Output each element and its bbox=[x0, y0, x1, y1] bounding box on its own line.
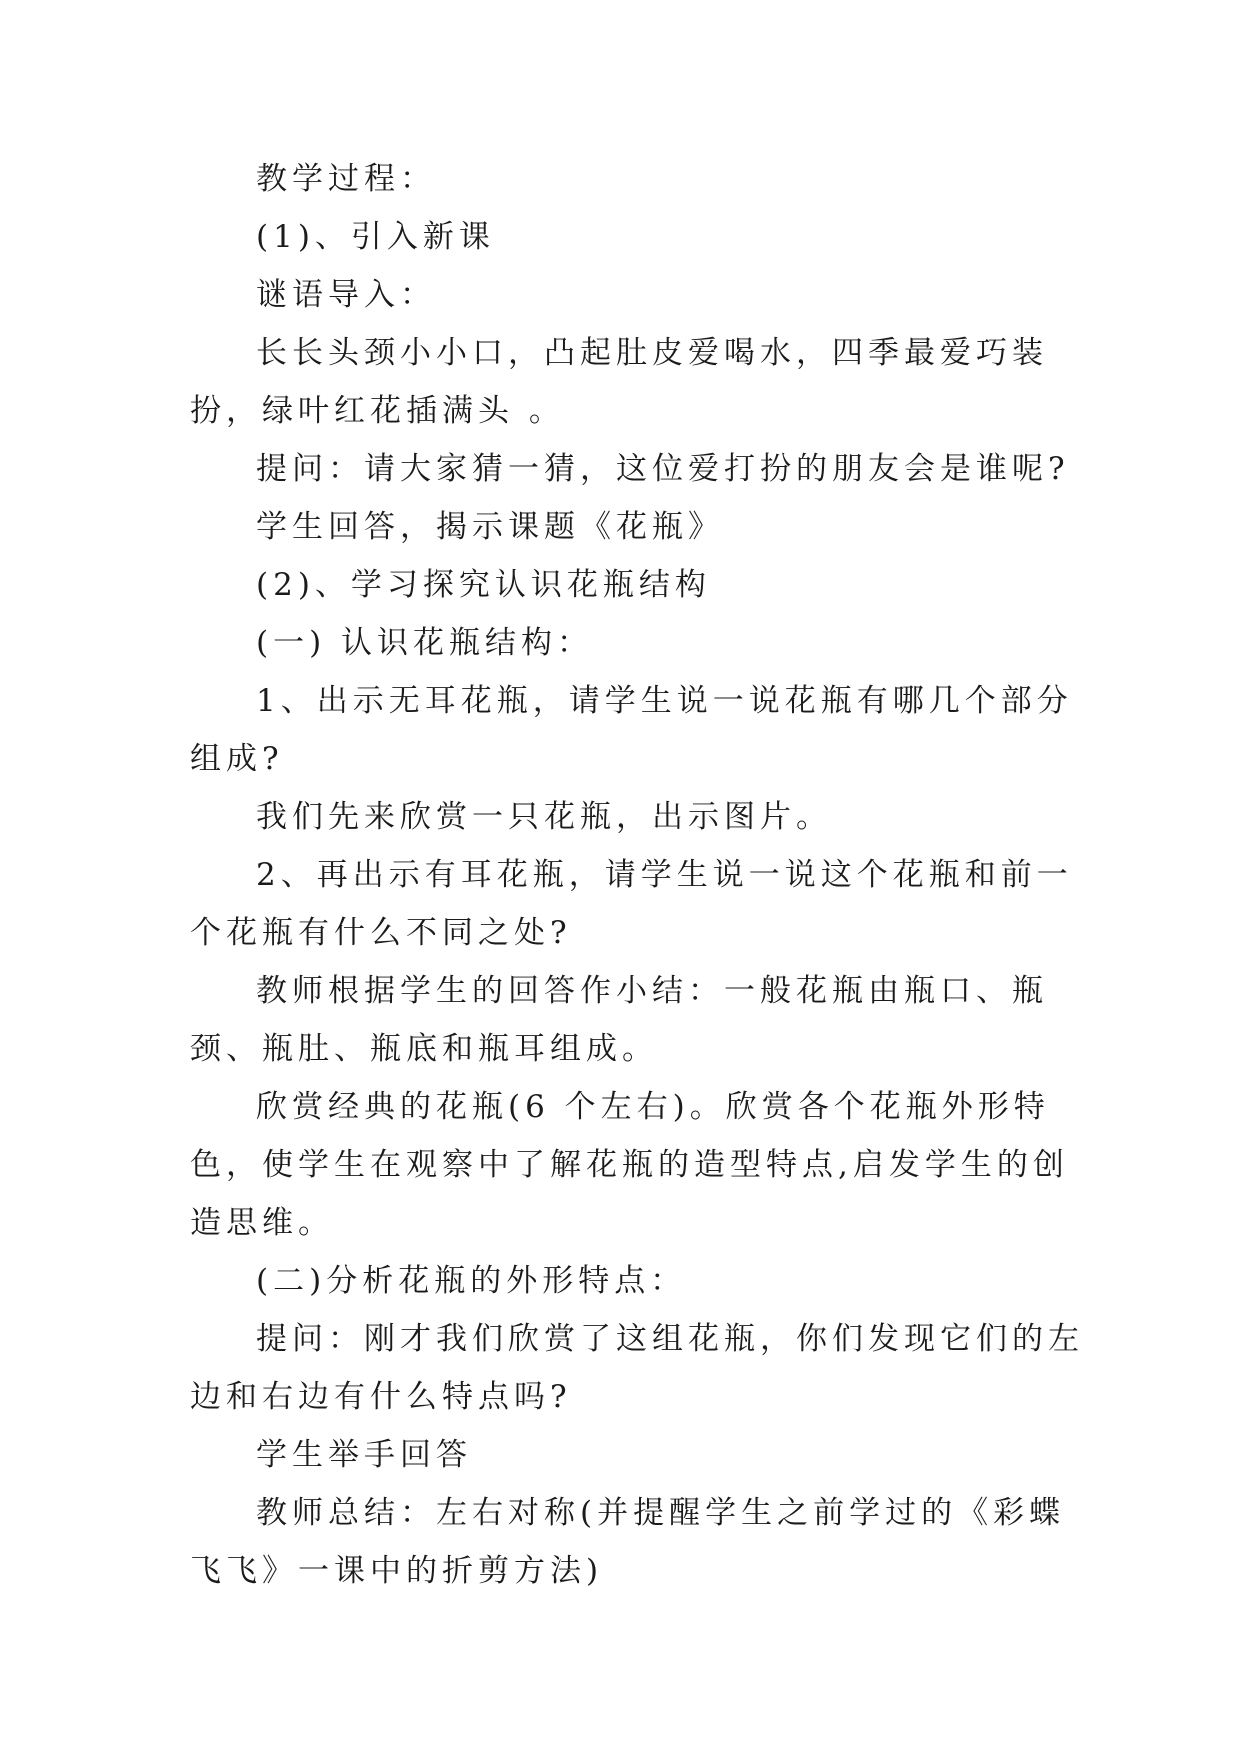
paragraph-teacher-summary-parts: 教师根据学生的回答作小结：一般花瓶由瓶口、瓶颈、瓶肚、瓶底和瓶耳组成。 bbox=[190, 973, 1048, 1067]
paragraph-riddle-text: 长长头颈小小口，凸起肚皮爱喝水，四季最爱巧装扮，绿叶红花插满头 。 bbox=[190, 335, 1048, 429]
paragraph-item-1: 1、出示无耳花瓶，请学生说一说花瓶有哪几个部分组成? bbox=[190, 683, 1073, 777]
paragraph-step-2-structure: (2)、学习探究认识花瓶结构 bbox=[256, 567, 711, 603]
paragraph-riddle-intro: 谜语导入： bbox=[256, 277, 436, 313]
paragraph-section-two-heading: (二)分析花瓶的外形特点： bbox=[256, 1263, 687, 1299]
paragraph-appreciate-classics: 欣赏经典的花瓶(6 个左右)。欣赏各个花瓶外形特色，使学生在观察中了解花瓶的造型特点,启发学生的创造思维。 bbox=[190, 1089, 1069, 1241]
paragraph-appreciate-vase: 我们先来欣赏一只花瓶，出示图片。 bbox=[256, 799, 832, 835]
paragraph-section-one-heading: (一) 认识花瓶结构： bbox=[256, 625, 594, 661]
paragraph-item-2: 2、再出示有耳花瓶，请学生说一说这个花瓶和前一个花瓶有什么不同之处? bbox=[190, 857, 1073, 951]
paragraph-reveal-topic: 学生回答，揭示课题《花瓶》 bbox=[256, 509, 724, 545]
paragraph-teacher-summary-symmetry: 教师总结：左右对称(并提醒学生之前学过的《彩蝶飞飞》一课中的折剪方法) bbox=[190, 1495, 1066, 1589]
paragraph-students-answer: 学生举手回答 bbox=[256, 1437, 472, 1473]
paragraph-question-symmetry: 提问：刚才我们欣赏了这组花瓶，你们发现它们的左边和右边有什么特点吗? bbox=[190, 1321, 1084, 1415]
paragraph-question-guess: 提问：请大家猜一猜，这位爱打扮的朋友会是谁呢? bbox=[256, 451, 1070, 487]
document-body bbox=[190, 150, 1090, 1600]
paragraph-teaching-process-heading: 教学过程： bbox=[256, 161, 436, 197]
paragraph-step-1-intro: (1)、引入新课 bbox=[256, 219, 495, 255]
